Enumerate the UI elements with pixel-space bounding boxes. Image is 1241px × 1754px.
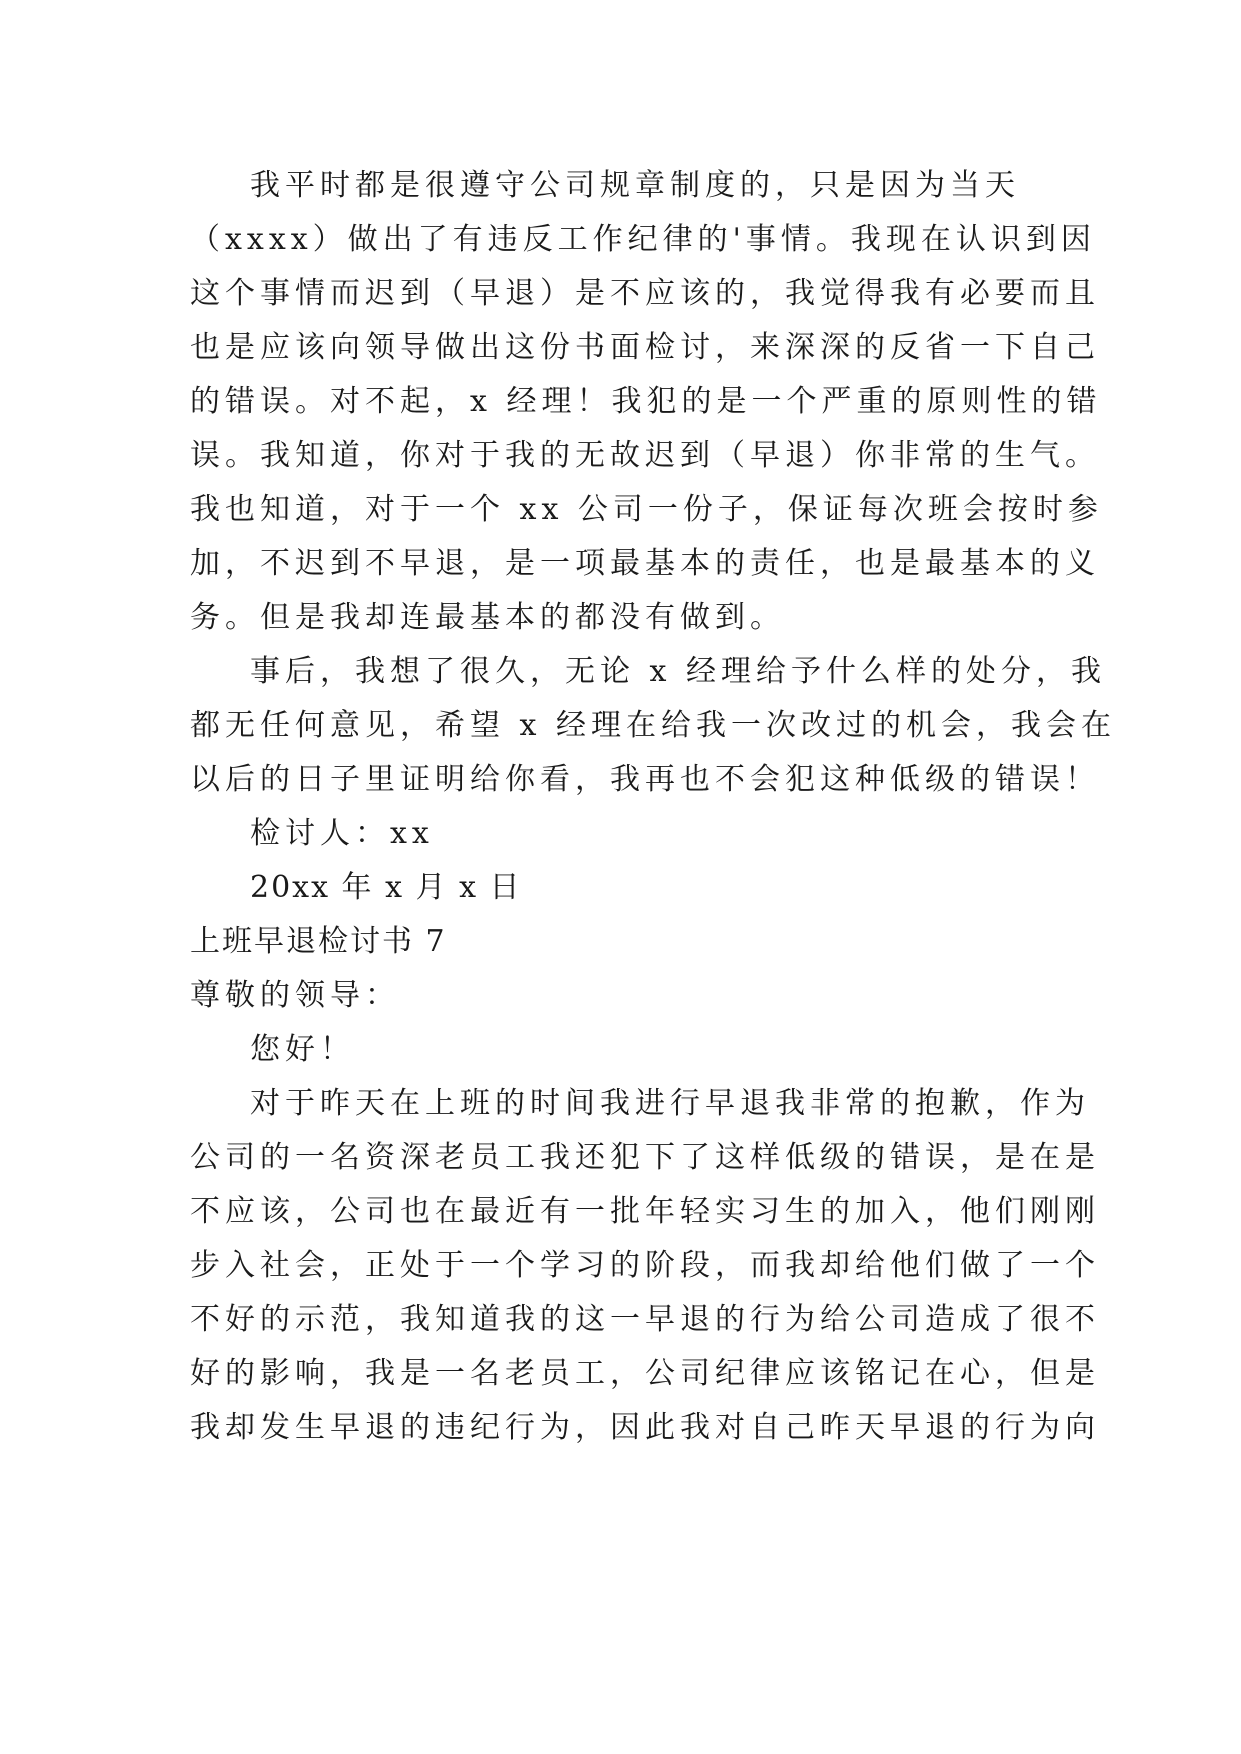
paragraph-line: 好的影响，我是一名老员工，公司纪律应该铭记在心，但是 xyxy=(190,1356,1100,1391)
paragraph-line: 不应该，公司也在最近有一批年轻实习生的加入，他们刚刚 xyxy=(190,1194,1100,1229)
signature-date: 20xx 年 x 月 x 日 xyxy=(250,870,522,905)
paragraph-line: 加，不迟到不早退，是一项最基本的责任，也是最基本的义 xyxy=(190,546,1100,581)
paragraph-line: 对于昨天在上班的时间我进行早退我非常的抱歉，作为 xyxy=(250,1086,1090,1121)
paragraph-line: 步入社会，正处于一个学习的阶段，而我却给他们做了一个 xyxy=(190,1248,1100,1283)
paragraph-line: 这个事情而迟到（早退）是不应该的，我觉得我有必要而且 xyxy=(190,276,1100,311)
paragraph-line: 都无任何意见，希望 x 经理在给我一次改过的机会，我会在 xyxy=(190,708,1116,743)
paragraph-line: 的错误。对不起，x 经理！我犯的是一个严重的原则性的错 xyxy=(190,384,1102,419)
paragraph-line: 以后的日子里证明给你看，我再也不会犯这种低级的错误！ xyxy=(190,762,1100,797)
section-title: 上班早退检讨书 7 xyxy=(190,924,447,959)
paragraph-line: 事后，我想了很久，无论 x 经理给予什么样的处分，我 xyxy=(250,654,1106,689)
greeting: 您好！ xyxy=(250,1032,355,1067)
paragraph-line: 误。我知道，你对于我的无故迟到（早退）你非常的生气。 xyxy=(190,438,1100,473)
paragraph-line: 我平时都是很遵守公司规章制度的，只是因为当天 xyxy=(250,168,1020,203)
paragraph-line: 公司的一名资深老员工我还犯下了这样低级的错误，是在是 xyxy=(190,1140,1100,1175)
paragraph-line: （xxxx）做出了有违反工作纪律的'事情。我现在认识到因 xyxy=(190,222,1096,257)
paragraph-line: 我却发生早退的违纪行为，因此我对自己昨天早退的行为向 xyxy=(190,1410,1100,1445)
paragraph-line: 我也知道，对于一个 xx 公司一份子，保证每次班会按时参 xyxy=(190,492,1103,527)
paragraph-line: 也是应该向领导做出这份书面检讨，来深深的反省一下自己 xyxy=(190,330,1100,365)
paragraph-line: 不好的示范，我知道我的这一早退的行为给公司造成了很不 xyxy=(190,1302,1100,1337)
salutation: 尊敬的领导： xyxy=(190,978,400,1013)
paragraph-line: 务。但是我却连最基本的都没有做到。 xyxy=(190,600,785,635)
signature-author: 检讨人：xx xyxy=(250,816,434,851)
